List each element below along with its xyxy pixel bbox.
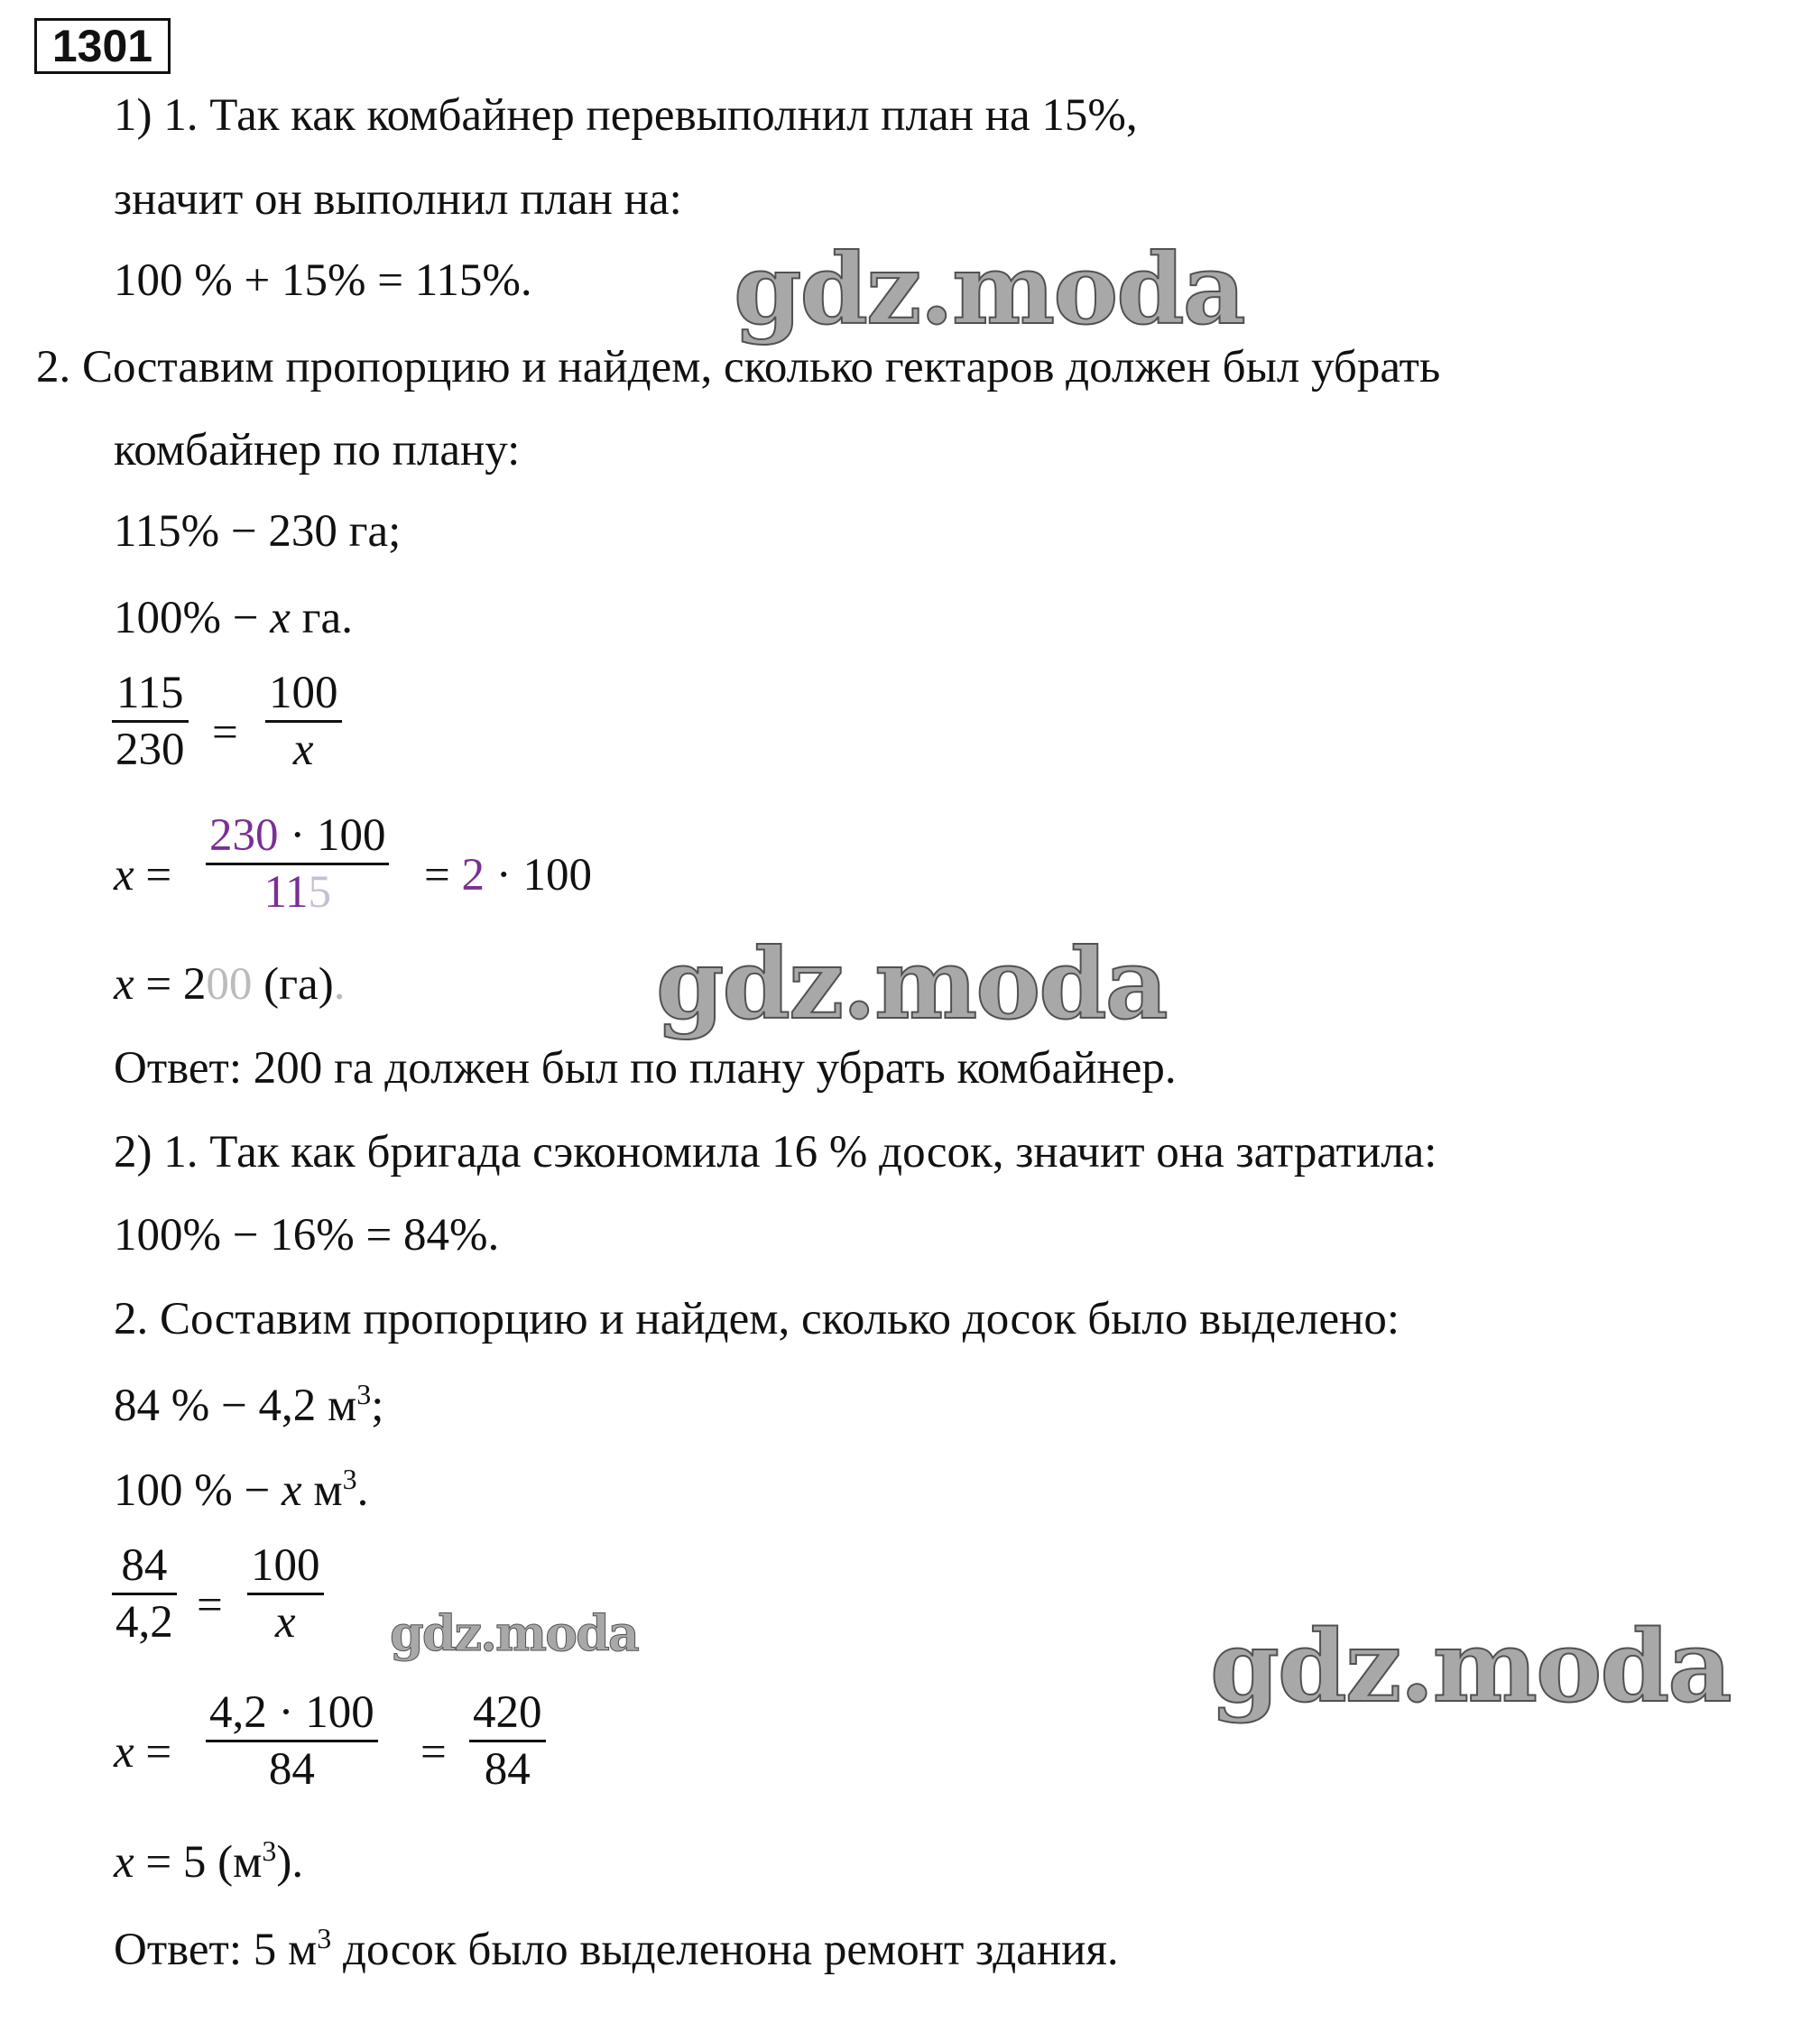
equals: = bbox=[197, 1580, 223, 1630]
watermark: gdz.moda bbox=[1210, 1608, 1731, 1724]
p2-result bbox=[114, 1835, 303, 1889]
numerator: 84 bbox=[121, 1540, 168, 1591]
numerator: 115 bbox=[115, 668, 184, 718]
text: 100 % − bbox=[114, 1465, 282, 1516]
variable-x: x bbox=[114, 850, 134, 901]
text: м bbox=[301, 1465, 343, 1516]
fraction bbox=[206, 1686, 378, 1797]
p1-line4: 2. Составим пропорцию и найдем, сколько гектаров должен был убрать bbox=[36, 342, 1441, 393]
p2-line5 bbox=[114, 1464, 368, 1518]
p1-line5: комбайнер по плану: bbox=[114, 425, 521, 476]
text: . bbox=[356, 1465, 369, 1516]
text: ; bbox=[371, 1381, 384, 1431]
cancelled-number: 230 bbox=[209, 810, 279, 861]
equals: = bbox=[134, 850, 172, 901]
text: . bbox=[333, 959, 346, 1010]
p1-result bbox=[114, 957, 345, 1011]
text: 84 % − 4,2 м bbox=[114, 1381, 357, 1431]
denominator: 84 bbox=[484, 1744, 531, 1795]
p1-line7 bbox=[114, 591, 353, 645]
superscript: 3 bbox=[342, 1463, 357, 1495]
numerator: 100 bbox=[251, 1540, 320, 1591]
superscript: 3 bbox=[317, 1922, 332, 1954]
calc-rhs bbox=[424, 848, 592, 902]
p1-line1: 1) 1. Так как комбайнер перевыполнил план на 15%, bbox=[114, 90, 1138, 141]
watermark: gdz.moda bbox=[656, 928, 1167, 1041]
variable-x: x bbox=[114, 1727, 134, 1778]
equals: = bbox=[424, 850, 462, 901]
reduced-number: 2 bbox=[461, 850, 485, 901]
calc-lhs bbox=[114, 848, 171, 902]
p1-line2: значит он выполнил план на: bbox=[114, 174, 682, 225]
variable-x: x bbox=[282, 1465, 302, 1516]
fraction bbox=[469, 1686, 546, 1797]
text: Ответ: 5 м bbox=[114, 1925, 318, 1975]
numerator: 420 bbox=[473, 1687, 542, 1738]
denominator: x bbox=[274, 1597, 296, 1648]
p1-line6: 115% − 230 га; bbox=[114, 506, 402, 557]
watermark: gdz.moda bbox=[390, 1604, 638, 1662]
text: = 2 bbox=[134, 959, 207, 1010]
variable-x: x bbox=[114, 1837, 134, 1888]
p1-answer: Ответ: 200 га должен был по плану убрать комбайнер. bbox=[114, 1043, 1177, 1094]
variable-x: x bbox=[114, 959, 134, 1010]
equals: = bbox=[134, 1727, 172, 1778]
p2-line4 bbox=[114, 1379, 383, 1433]
p1-line3: 100 % + 15% = 115%. bbox=[114, 255, 532, 306]
p2-line2: 100% − 16% = 84%. bbox=[114, 1210, 500, 1261]
calc-lhs bbox=[114, 1725, 171, 1779]
text: · 100 bbox=[278, 810, 386, 861]
variable-x: x bbox=[270, 593, 291, 643]
text: = 5 (м bbox=[134, 1837, 263, 1888]
fraction bbox=[265, 666, 342, 777]
text: 100% − bbox=[114, 593, 271, 643]
text: (га) bbox=[252, 959, 334, 1010]
superscript: 3 bbox=[262, 1834, 277, 1867]
denominator: 84 bbox=[268, 1744, 315, 1795]
text: · 100 bbox=[485, 850, 592, 901]
text: ). bbox=[276, 1837, 304, 1888]
p2-line1: 2) 1. Так как бригада сэкономила 16 % досок, значит она затратила: bbox=[114, 1127, 1437, 1178]
numerator bbox=[206, 808, 389, 863]
problem-number: 1301 bbox=[34, 18, 171, 74]
cancelled-number: 11 bbox=[263, 867, 309, 918]
fraction bbox=[112, 666, 189, 777]
fraction bbox=[206, 808, 389, 919]
text: досок было выделенона ремонт здания. bbox=[331, 1925, 1119, 1975]
equals: = bbox=[420, 1727, 447, 1778]
watermark: gdz.moda bbox=[734, 233, 1244, 346]
numerator: 100 bbox=[269, 668, 338, 718]
equals: = bbox=[212, 707, 238, 758]
numerator: 4,2 · 100 bbox=[209, 1687, 374, 1738]
p2-answer bbox=[114, 1923, 1119, 1977]
denominator bbox=[206, 865, 389, 919]
denominator: 230 bbox=[115, 725, 185, 775]
p2-line3: 2. Составим пропорцию и найдем, сколько досок было выделено: bbox=[114, 1294, 1400, 1344]
fraction bbox=[247, 1538, 324, 1649]
text: 00 bbox=[206, 959, 253, 1010]
fraction bbox=[112, 1538, 177, 1649]
text: 5 bbox=[308, 867, 332, 918]
denominator: 4,2 bbox=[115, 1597, 173, 1648]
text: га. bbox=[290, 593, 353, 643]
denominator: x bbox=[292, 725, 314, 775]
superscript: 3 bbox=[356, 1378, 372, 1410]
